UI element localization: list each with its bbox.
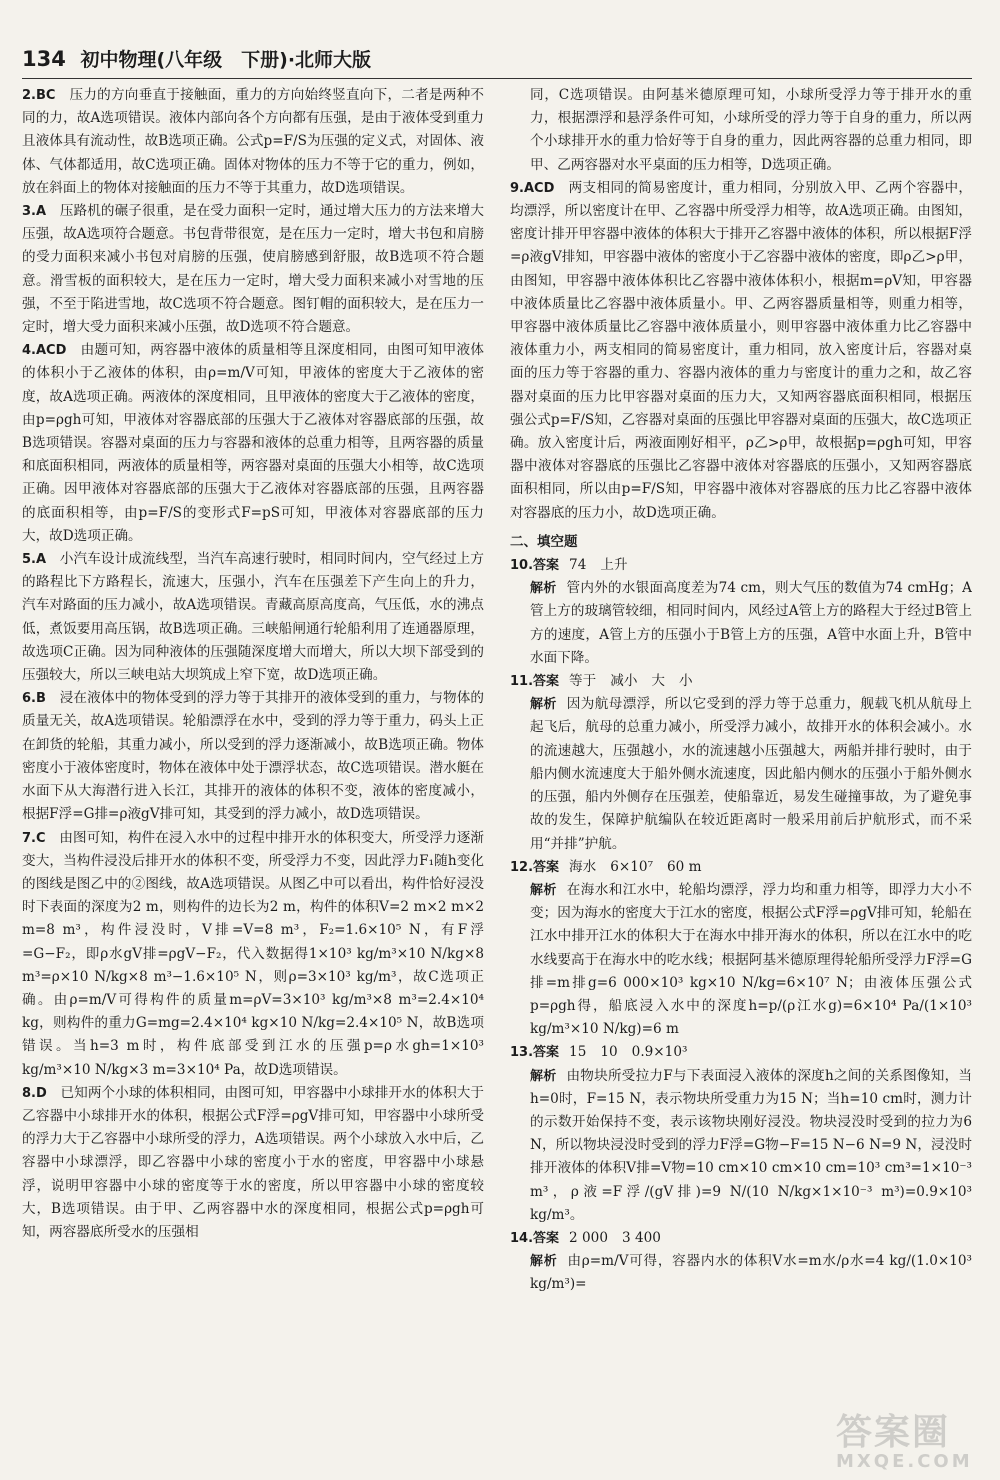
answer-line: 11.答案 等于 减小 大 小 [510, 673, 693, 690]
answer-line: 13.答案 15 10 0.9×10³ [510, 1044, 688, 1061]
answer-line: 14.答案 2 000 3 400 [510, 1229, 661, 1246]
fill-in-q14 [510, 1227, 972, 1297]
solution-q3: 3.A 压路机的碾子很重，是在受力面积一定时，通过增大压力的方法来增大压强，故A选项符合题意。书包背带很宽，是在压力一定时，增大书包和肩膀的受力面积来减小书包对肩膀的压强，使肩膀感到舒服，故B选项不符合题意。滑雪板的面积较大，是在压力一定时，增大受力面积来减小对雪地的压强，不至于陷进雪地，故C选项不符合题意。图钉帽的面积较大，是在压力一定时，增大受力面积来减小压强，故D选项不符合题意。 [22, 203, 484, 336]
answer-line: 10.答案 74 上升 [510, 557, 628, 574]
analysis-text: 解析 由ρ=m/V可得，容器内水的体积V水=m水/ρ水=4 kg/(1.0×10³ kg/m³)= [530, 1253, 972, 1293]
section-title-fill-in: 二、填空题 [510, 533, 578, 550]
solution-q5: 5.A 小汽车设计成流线型，当汽车高速行驶时，相同时间内，空气经过上方的路程比下方路程长，流速大，压强小，汽车在压强差下产生向上的升力，汽车对路面的压力减小，故A选项错误。青藏高原高度高，气压低，水的沸点低，煮饭要用高压锅，故B选项正确。三峡船闸通行轮船利用了连通器原理，故选项C正确。因为同种液体的压强随深度增大而增大，所以大坝下部受到的压强较大，所以三峡电站大坝筑成上窄下宽，故D选项正确。 [22, 551, 484, 684]
page-header [22, 44, 972, 79]
analysis-text: 解析 管内外的水银面高度差为74 cm，则大气压的数值为74 cmHg；A管上方的玻璃管较细，相同时间内，风经过A管上方的路程大于经过B管上方的速度，A管上方的压强小于B管上方的压强，A管中水面上升，B管中水面下降。 [530, 580, 972, 666]
solution-q7: 7.C 由图可知，构件在浸入水中的过程中排开水的体积变大，所受浮力逐渐变大，当构件浸没后排开水的体积不变，所受浮力不变，因此浮力F₁随h变化的图线是图乙中的②图线，故A选项错误。从图乙中可以看出，构件恰好浸没时下表面的深度为2 m，则构件的边长为2 m，构件的体积V=2 m×2 m×2 m=8 m³，构件浸没时，V排=V=8 m³，F₂=1.6×10⁵ N，有F浮=G−F₂，即ρ水gV排=ρgV−F₂，代入数据得1×10³ kg/m³×10 N/kg×8 m³=ρ×10 N/kg×8 m³−1.6×10⁵ N，则ρ=3×10³ kg/m³，故C选项正确。由ρ=m/V可得构件的质量m=ρV=3×10³ kg/m³×8 m³=2.4×10⁴ kg，则构件的重力G=mg=2.4×10⁴ kg×10 N/kg=2.4×10⁵ N，故B选项错误。当h=3 m时，构件底部受到江水的压强p=ρ水gh=1×10³ kg/m³×10 N/kg×3 m=3×10⁴ Pa，故D选项错误。 [22, 829, 484, 1078]
analysis-text: 解析 在海水和江水中，轮船均漂浮，浮力均和重力相等，即浮力大小不变；因为海水的密度大于江水的密度，根据公式F浮=ρgV排可知，轮船在江水中排开江水的体积大于在海水中排开海水的体积，所以在江水中的吃水线要高于在海水中的吃水线；根据阿基米德原理得轮船所受浮力F浮=G排=m排g=6 000×10³ kg×10 N/kg=6×10⁷ N；由液体压强公式p=ρgh得，船底浸入水中的深度h=p/(ρ江水g)=6×10⁴ Pa/(1×10³ kg/m³×10 N/kg)=6 m [530, 881, 972, 1038]
fill-in-q13 [510, 1041, 972, 1227]
right-column [510, 84, 972, 1462]
fill-in-q12 [510, 856, 972, 1042]
book-title: 初中物理(八年级 下册)·北师大版 [80, 49, 372, 71]
site-watermark [836, 1404, 986, 1470]
solution-q9: 9.ACD 两支相同的简易密度计，重力相同，分别放入甲、乙两个容器中，均漂浮，所以密度计在甲、乙容器中所受浮力相等，故A选项正确。由图知，密度计排开甲容器中液体的体积大于排开乙容器中液体的体积，所以根据F浮=ρ液gV排知，甲容器中液体的密度小于乙容器中液体的密度，即ρ乙>ρ甲，由图知，甲容器中液体体积比乙容器中液体体积小，根据m=ρV知，甲容器中液体质量比乙容器中液体质量小。甲、乙两容器质量相等，则重力相等，甲容器中液体质量比乙容器中液体质量小，则甲容器中液体重力比乙容器中液体重力小，两支相同的简易密度计，重力相同，放入密度计后，容器对桌面的压力等于容器的重力、容器内液体的重力与密度计的重力之和，故乙容器对桌面的压力比甲容器对桌面的压力大，又知两容器底面积相同，根据压强公式p=F/S知，乙容器对桌面的压强比甲容器对桌面的压强大，故C选项正确。放入密度计后，两液面刚好相平，ρ乙>ρ甲，故根据p=ρgh可知，甲容器中液体对容器底的压强比乙容器中液体对容器底的压强小，又知两容器底面积相同，所以由p=F/S知，甲容器中液体对容器底的压力比乙容器中液体对容器底的压力小，故D选项正确。 [510, 179, 972, 521]
answer-line: 12.答案 海水 6×10⁷ 60 m [510, 858, 702, 875]
solution-q6: 6.B 浸在液体中的物体受到的浮力等于其排开的液体受到的重力，与物体的质量无关，故A选项错误。轮船漂浮在水中，受到的浮力等于重力，码头上正在卸货的轮船，其重力减小，所以受到的浮力逐渐减小，故B选项正确。物体密度小于液体密度时，物体在液体中处于漂浮状态，故C选项错误。潜水艇在水面下从大海潜行进入长江，其排开的液体的体积不变，液体的密度减小，根据F浮=G排=ρ液gV排可知，其受到的浮力减小，故D选项错误。 [22, 690, 484, 823]
solution-q8: 8.D 已知两个小球的体积相同，由图可知，甲容器中小球排开水的体积大于乙容器中小球排开水的体积，根据公式F浮=ρgV排可知，甲容器中小球所受的浮力大于乙容器中小球所受的浮力，A选项错误。两个小球放入水中后，乙容器中小球漂浮，即乙容器中小球的密度小于水的密度，甲容器中小球悬浮，说明甲容器中小球的密度等于水的密度，所以甲容器中小球的密度较大，B选项错误。由于甲、乙两容器中水的深度相同，根据公式p=ρgh可知，两容器底所受水的压强相 [22, 1084, 484, 1240]
fill-in-q10 [510, 554, 972, 670]
solution-q8-continued: 同，C选项错误。由阿基米德原理可知，小球所受浮力等于排开水的重力，根据漂浮和悬浮条件可知，小球所受的浮力等于自身的重力，所以两个小球排开水的重力恰好等于自身的重力，因此两容器的总重力相同，即甲、乙两容器对水平桌面的压力相等，D选项正确。 [530, 87, 972, 173]
left-column [22, 84, 484, 1462]
watermark-url: MXQE.COM [836, 1451, 973, 1472]
watermark-logo-text: 答案圈 [836, 1412, 951, 1453]
analysis-text: 解析 因为航母漂浮，所以它受到的浮力等于总重力，舰载飞机从航母上起飞后，航母的总重力减小，所受浮力减小，故排开水的体积会减小。水的流速越大，压强越小，水的流速越小压强越大，两船并排行驶时，由于船内侧水流速度大于船外侧水流速度，因此船内侧水的压强小于船外侧水的压强，船内外侧存在压强差，使船靠近，易发生碰撞事故，为了避免事故的发生，保障护航编队在较近距离时一般采用前后护航形式，而不采用“并排”护航。 [530, 696, 972, 852]
analysis-text: 解析 由物块所受拉力F与下表面浸入液体的深度h之间的关系图像知，当h=0时，F=15 N，表示物块所受重力为15 N；当h=10 cm时，测力计的示数开始保持不变，表示该物块刚好浸没。物块浸没时受到的拉力为6 N，所以物块浸没时受到的浮力F浮=G物−F=15 N−6 N=9 N，浸没时排开液体的体积V排=V物=10 cm×10 cm×10 cm=10³ cm³=1×10⁻³ m³，ρ液=F浮/(gV排)=9 N/(10 N/kg×1×10⁻³ m³)=0.9×10³ kg/m³。 [530, 1067, 972, 1223]
solution-q4: 4.ACD 由题可知，两容器中液体的质量相等且深度相同，由图可知甲液体的体积小于乙液体的体积，由ρ=m/V可知，甲液体的密度大于乙液体的密度，故A选项正确。两液体的深度相同，且甲液体的密度大于乙液体的密度，由p=ρgh可知，甲液体对容器底部的压强大于乙液体对容器底部的压强，故B选项错误。容器对桌面的压力与容器和液体的总重力相等，且两容器的质量和底面积相同，两液体的质量相等，两容器对桌面的压强大小相等，故C选项正确。因甲液体对容器底部的压强大于乙液体对容器底部的压强，且两容器的底面积相等，由p=F/S的变形式F=pS可知，甲液体对容器底部的压力大，故D选项正确。 [22, 342, 484, 544]
page-number: 134 [22, 47, 66, 71]
solution-q2: 2.BC 压力的方向垂直于接触面，重力的方向始终竖直向下，二者是两种不同的力，故A选项错误。液体内部向各个方向都有压强，是由于液体受到重力且液体具有流动性，故B选项正确。公式p=F/S为压强的定义式，对固体、液体、气体都适用，故C选项正确。固体对物体的压力不等于它的重力，例如，放在斜面上的物体对接触面的压力不等于其重力，故D选项错误。 [22, 87, 484, 196]
fill-in-q11 [510, 670, 972, 856]
